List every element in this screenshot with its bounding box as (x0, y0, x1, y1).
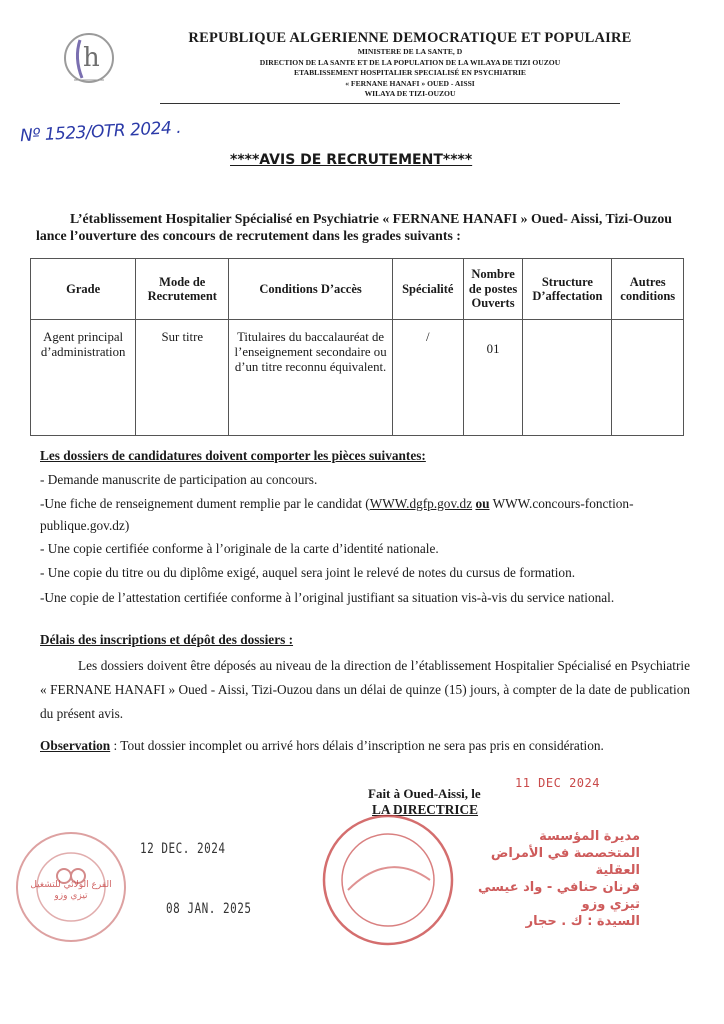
header-nombre-postes: Nombre de postes Ouverts (463, 259, 523, 320)
table-row (31, 320, 684, 436)
wilaya-name: WILAYA DE TIZI-OUZOU (364, 89, 456, 98)
cell-structure (523, 320, 612, 436)
establishment-name: ETABLISSEMENT HOSPITALIER SPECIALISÉ EN PSYCHIATRIE (294, 68, 526, 77)
intro-paragraph: L’établissement Hospitalier Spécialisé en Psychiatrie « FERNANE HANAFI » Oued- Aissi, Tizi-Ouzou lance l’ouverture des concours de recrutement dans les grades suivants : (36, 211, 672, 243)
delais-paragraph: Les dossiers doivent être déposés au niveau de la direction de l’établissement Hospitalier Spécialisé en Psychiatrie « FERNANE HANAFI » Oued - Aissi, Tizi-Ouzou dans un délai de quinze (15) jours, à compter de la date de publication du présent avis. (40, 658, 690, 721)
svg-text:h: h (83, 43, 100, 73)
stamp-line: السيدة : ك . حجار (525, 914, 640, 929)
date-stamp-red: 11 DEC 2024 (515, 776, 600, 790)
header-conditions: Conditions D’accès (229, 259, 393, 320)
observation-text: : Tout dossier incomplet ou arrivé hors délais d’inscription ne sera pas pris en considération. (110, 738, 604, 753)
official-round-stamp-icon (318, 810, 458, 950)
list-item: - Demande manuscrite de participation au concours. (40, 472, 318, 487)
hospital-name: « FERNANE HANAFI » OUED - AISSI (345, 78, 475, 88)
handwritten-reference: Nº 1523/OTR 2024 . (19, 117, 182, 147)
agency-stamp-text: الفرع الولائي للتشغيل تيزي وزو (30, 880, 112, 901)
recruitment-table (30, 258, 684, 436)
document-header (150, 30, 670, 100)
cell-mode: Sur titre (136, 320, 229, 436)
delais-section (40, 632, 690, 726)
cell-grade: Agent principal d’administration (31, 320, 136, 436)
stamp-line: تيزي وزو (581, 897, 640, 912)
header-divider (160, 103, 620, 104)
cell-nombre: 01 (463, 320, 523, 436)
date-stamp-1: 12 DEC. 2024 (140, 840, 226, 857)
stamp-line: المتخصصة في الأمراض العقلية (490, 846, 640, 878)
stamp-line: مديرة المؤسسة (539, 829, 640, 844)
header-specialite: Spécialité (392, 259, 463, 320)
stamp-line: فرنان حنافي - واد عيسي (478, 880, 640, 895)
concours-link[interactable]: WWW.concours-fonction-publique.gov.dz) (40, 495, 634, 533)
hospital-logo-icon (60, 28, 118, 92)
header-grade: Grade (31, 259, 136, 320)
header-autres: Autres conditions (612, 259, 684, 320)
signature-role: LA DIRECTRICE (372, 802, 479, 817)
country-name: REPUBLIQUE ALGERIENNE DEMOCRATIQUE ET POPULAIRE (188, 30, 632, 46)
date-stamp-2: 08 JAN. 2025 (166, 900, 252, 917)
list-item: - Une copie du titre ou du diplôme exigé, auquel sera joint le relevé de notes du cursus de formation. (40, 565, 576, 580)
list-item: -Une copie de l’attestation certifiée conforme à l’original justifiant sa situation vis-à-vis du service national. (40, 589, 615, 605)
cell-specialite: / (392, 320, 463, 436)
dgfp-link[interactable]: WWW.dgfp.gov.dz (369, 495, 473, 511)
dossiers-section (40, 448, 690, 610)
list-item-text: -Une fiche de renseignement dument remplie par le candidat ( (40, 495, 370, 511)
dossiers-title: Les dossiers de candidatures doivent comporter les pièces suivantes: (40, 448, 426, 463)
table-header-row (31, 259, 684, 320)
observation-label: Observation (40, 738, 111, 753)
list-item (40, 493, 690, 537)
header-structure: Structure D’affectation (523, 259, 612, 320)
signature-place: Fait à Oued-Aissi, le (368, 786, 481, 801)
director-stamp (460, 828, 640, 930)
or-word: ou (475, 495, 490, 511)
cell-conditions: Titulaires du baccalauréat de l’enseignement secondaire ou d’un titre reconnu équivalent. (229, 320, 393, 436)
cell-autres (612, 320, 684, 436)
page-title: ****AVIS DE RECRUTEMENT**** (230, 152, 473, 168)
list-item: - Une copie certifiée conforme à l’originale de la carte d’identité nationale. (40, 540, 439, 556)
ministry-name: MINISTERE DE LA SANTE, D (357, 47, 463, 56)
observation-section (40, 738, 690, 754)
direction-name: DIRECTION DE LA SANTE ET DE LA POPULATION DE LA WILAYA DE TIZI OUZOU (259, 57, 561, 67)
delais-title: Délais des inscriptions et dépôt des dossiers : (40, 632, 294, 647)
header-mode: Mode de Recrutement (136, 259, 229, 320)
